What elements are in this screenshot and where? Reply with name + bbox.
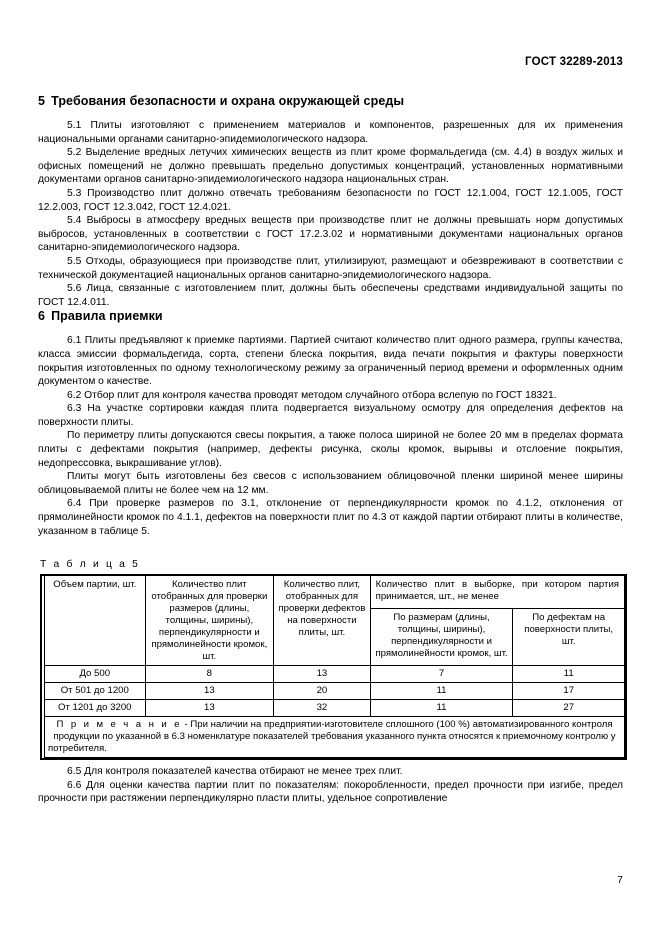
table-header-acceptance-by-size: По размерам (длины, толщины, ширины), перпендикулярности и прямолинейности кромок, шт. [370,609,513,666]
paragraph-5-5: 5.5 Отходы, образующиеся при производстве плит, утилизируют, размещают и обезвреживают в соответствии с технической документацией национальных органов санитарно-эпидемиологического надзора. [38,255,623,281]
cell-acceptance-by-size: 7 [370,666,513,683]
page-content [38,56,623,806]
cell-volume: От 1201 до 3200 [45,700,146,717]
cell-defect-check-count: 13 [274,666,370,683]
cell-size-check-count: 8 [145,666,274,683]
table-header-defect-check-count: Количество плит, отобранных для проверки дефектов на поверхности плиты, шт. [274,576,370,666]
paragraph-6-1: 6.1 Плиты предъявляют к приемке партиями. Партией считают количество плит одного размера, группы качества, класса эмиссии формальдегида, сорта, степени блеска покрытия, вида печати покрытия и фактуры поверхности покрытия изготовленных по одному технологическому режиму за ограниченный период времени и оформленных одним документом о качестве. [38,335,623,388]
paragraph-5-3: 5.3 Производство плит должно отвечать требованиям безопасности по ГОСТ 12.1.004, ГОСТ 12.1.005, ГОСТ 12.2.003, ГОСТ 12.3.042, ГОСТ 12.4.021. [38,187,623,213]
cell-volume: От 501 до 1200 [45,683,146,700]
paragraph-5-2: 5.2 Выделение вредных летучих химических веществ из плит кроме формальдегида (см. 4.4) в воздух жилых и офисных помещений не должно превышать предельно допустимых концентраций, установленных нормативными документами органов санитарно-эпидемиологического надзора национальных стран. [38,147,623,186]
table-row [45,700,625,717]
table-5-caption: Т а б л и ц а 5 [40,559,141,571]
cell-acceptance-by-defects: 27 [513,700,625,717]
section-6-number: 6 [38,309,46,324]
cell-volume: До 500 [45,666,146,683]
table-header-acceptance-by-defects: По дефектам на поверхности плиты, шт. [513,609,625,666]
paragraph-6-3: 6.3 На участке сортировки каждая плита подвергается визуальному осмотру для определения дефектов на поверхности плиты. [38,403,623,428]
paragraph-5-4: 5.4 Выбросы в атмосферу вредных веществ при производстве плит не должны превышать норм допустимых выбросов, установленных в соответствии с ГОСТ 17.2.3.02 и нормативными документами национальных органов санитарно-эпидемиологического надзора. [38,215,623,254]
paragraph-5-6: 5.6 Лица, связанные с изготовлением плит, должны быть обеспечены средствами индивидуальной защиты по ГОСТ 12.4.011. [38,283,623,308]
table-row [45,683,625,700]
paragraph-6-2: 6.2 Отбор плит для контроля качества проводят методом случайного отбора вслепую по ГОСТ 18321. [67,389,557,401]
table-header-row-1 [45,576,625,608]
paragraph-6-3-perimeter: По периметру плиты допускаются свесы покрытия, а также полоса шириной не более 20 мм в пределах формата плиты с дефектами покрытия (например, дефекты рисунка, сколы кромок, вырывы и отслоение покрытия, недопрессовка, выкрашивание углов). [38,430,623,469]
table-header-volume: Объем партии, шт. [45,576,146,666]
cell-size-check-count: 13 [145,700,274,717]
table-note-text: - При наличии на предприятии-изготовителе сплошного (100 %) автоматизированного контроля продукции по указанной в 6.3 номенклатуре показателей требования указанного пункта относятся к приемочному контролю у потребителя. [48,719,616,755]
paragraph-6-4: 6.4 При проверке размеров по 3.1, отклонение от перпендикулярности кромок по 4.1.2, отклонения от прямолинейности кромок по 4.1.1, дефектов на поверхности плит по 4.3 от каждой партии отбирают плиты в количестве, указанном в таблице 5. [38,498,623,537]
page-number: 7 [617,874,623,886]
paragraph-6-5: 6.5 Для контроля показателей качества отбирают не менее трех плит. [67,766,403,778]
table-header-acceptance-group: Количество плит в выборке, при котором партия принимается, шт., не менее [370,576,624,608]
section-6-heading [38,309,623,323]
section-5-heading [38,94,623,108]
table-note-label: П р и м е ч а н и е [56,719,182,731]
cell-acceptance-by-defects: 17 [513,683,625,700]
paragraph-5-1: 5.1 Плиты изготовляют с применением материалов и компонентов, разрешенных для их применения национальными органами санитарно-эпидемиологического надзора. [38,120,623,145]
cell-defect-check-count: 20 [274,683,370,700]
table-5 [44,576,625,758]
standard-number-header: ГОСТ 32289-2013 [525,56,623,68]
table-row [45,666,625,683]
section-5-number: 5 [38,94,46,108]
paragraph-6-6: 6.6 Для оценки качества партии плит по показателям: покоробленности, предел прочности при изгибе, предел прочности при растяжении перпендикулярно пласти плиты, удельное сопротивление [38,779,623,805]
table-header-size-check-count: Количество плит отобранных для проверки размеров (длины, толщины, ширины), перпендикулярности и прямолинейности кромок, шт. [145,576,274,666]
table-note [45,717,625,758]
cell-size-check-count: 13 [145,683,274,700]
section-5-title: Требования безопасности и охрана окружающей среды [51,94,405,108]
table-5-wrapper [40,574,627,760]
cell-acceptance-by-size: 11 [370,700,513,717]
cell-acceptance-by-size: 11 [370,683,513,700]
paragraph-6-3-film: Плиты могут быть изготовлены без свесов с использованием облицовочной пленки шириной менее ширины облицовываемой плиты не более чем на 12 мм. [38,471,623,496]
cell-acceptance-by-defects: 11 [513,666,625,683]
table-note-row [45,717,625,758]
cell-defect-check-count: 32 [274,700,370,717]
section-6-title: Правила приемки [51,309,163,324]
